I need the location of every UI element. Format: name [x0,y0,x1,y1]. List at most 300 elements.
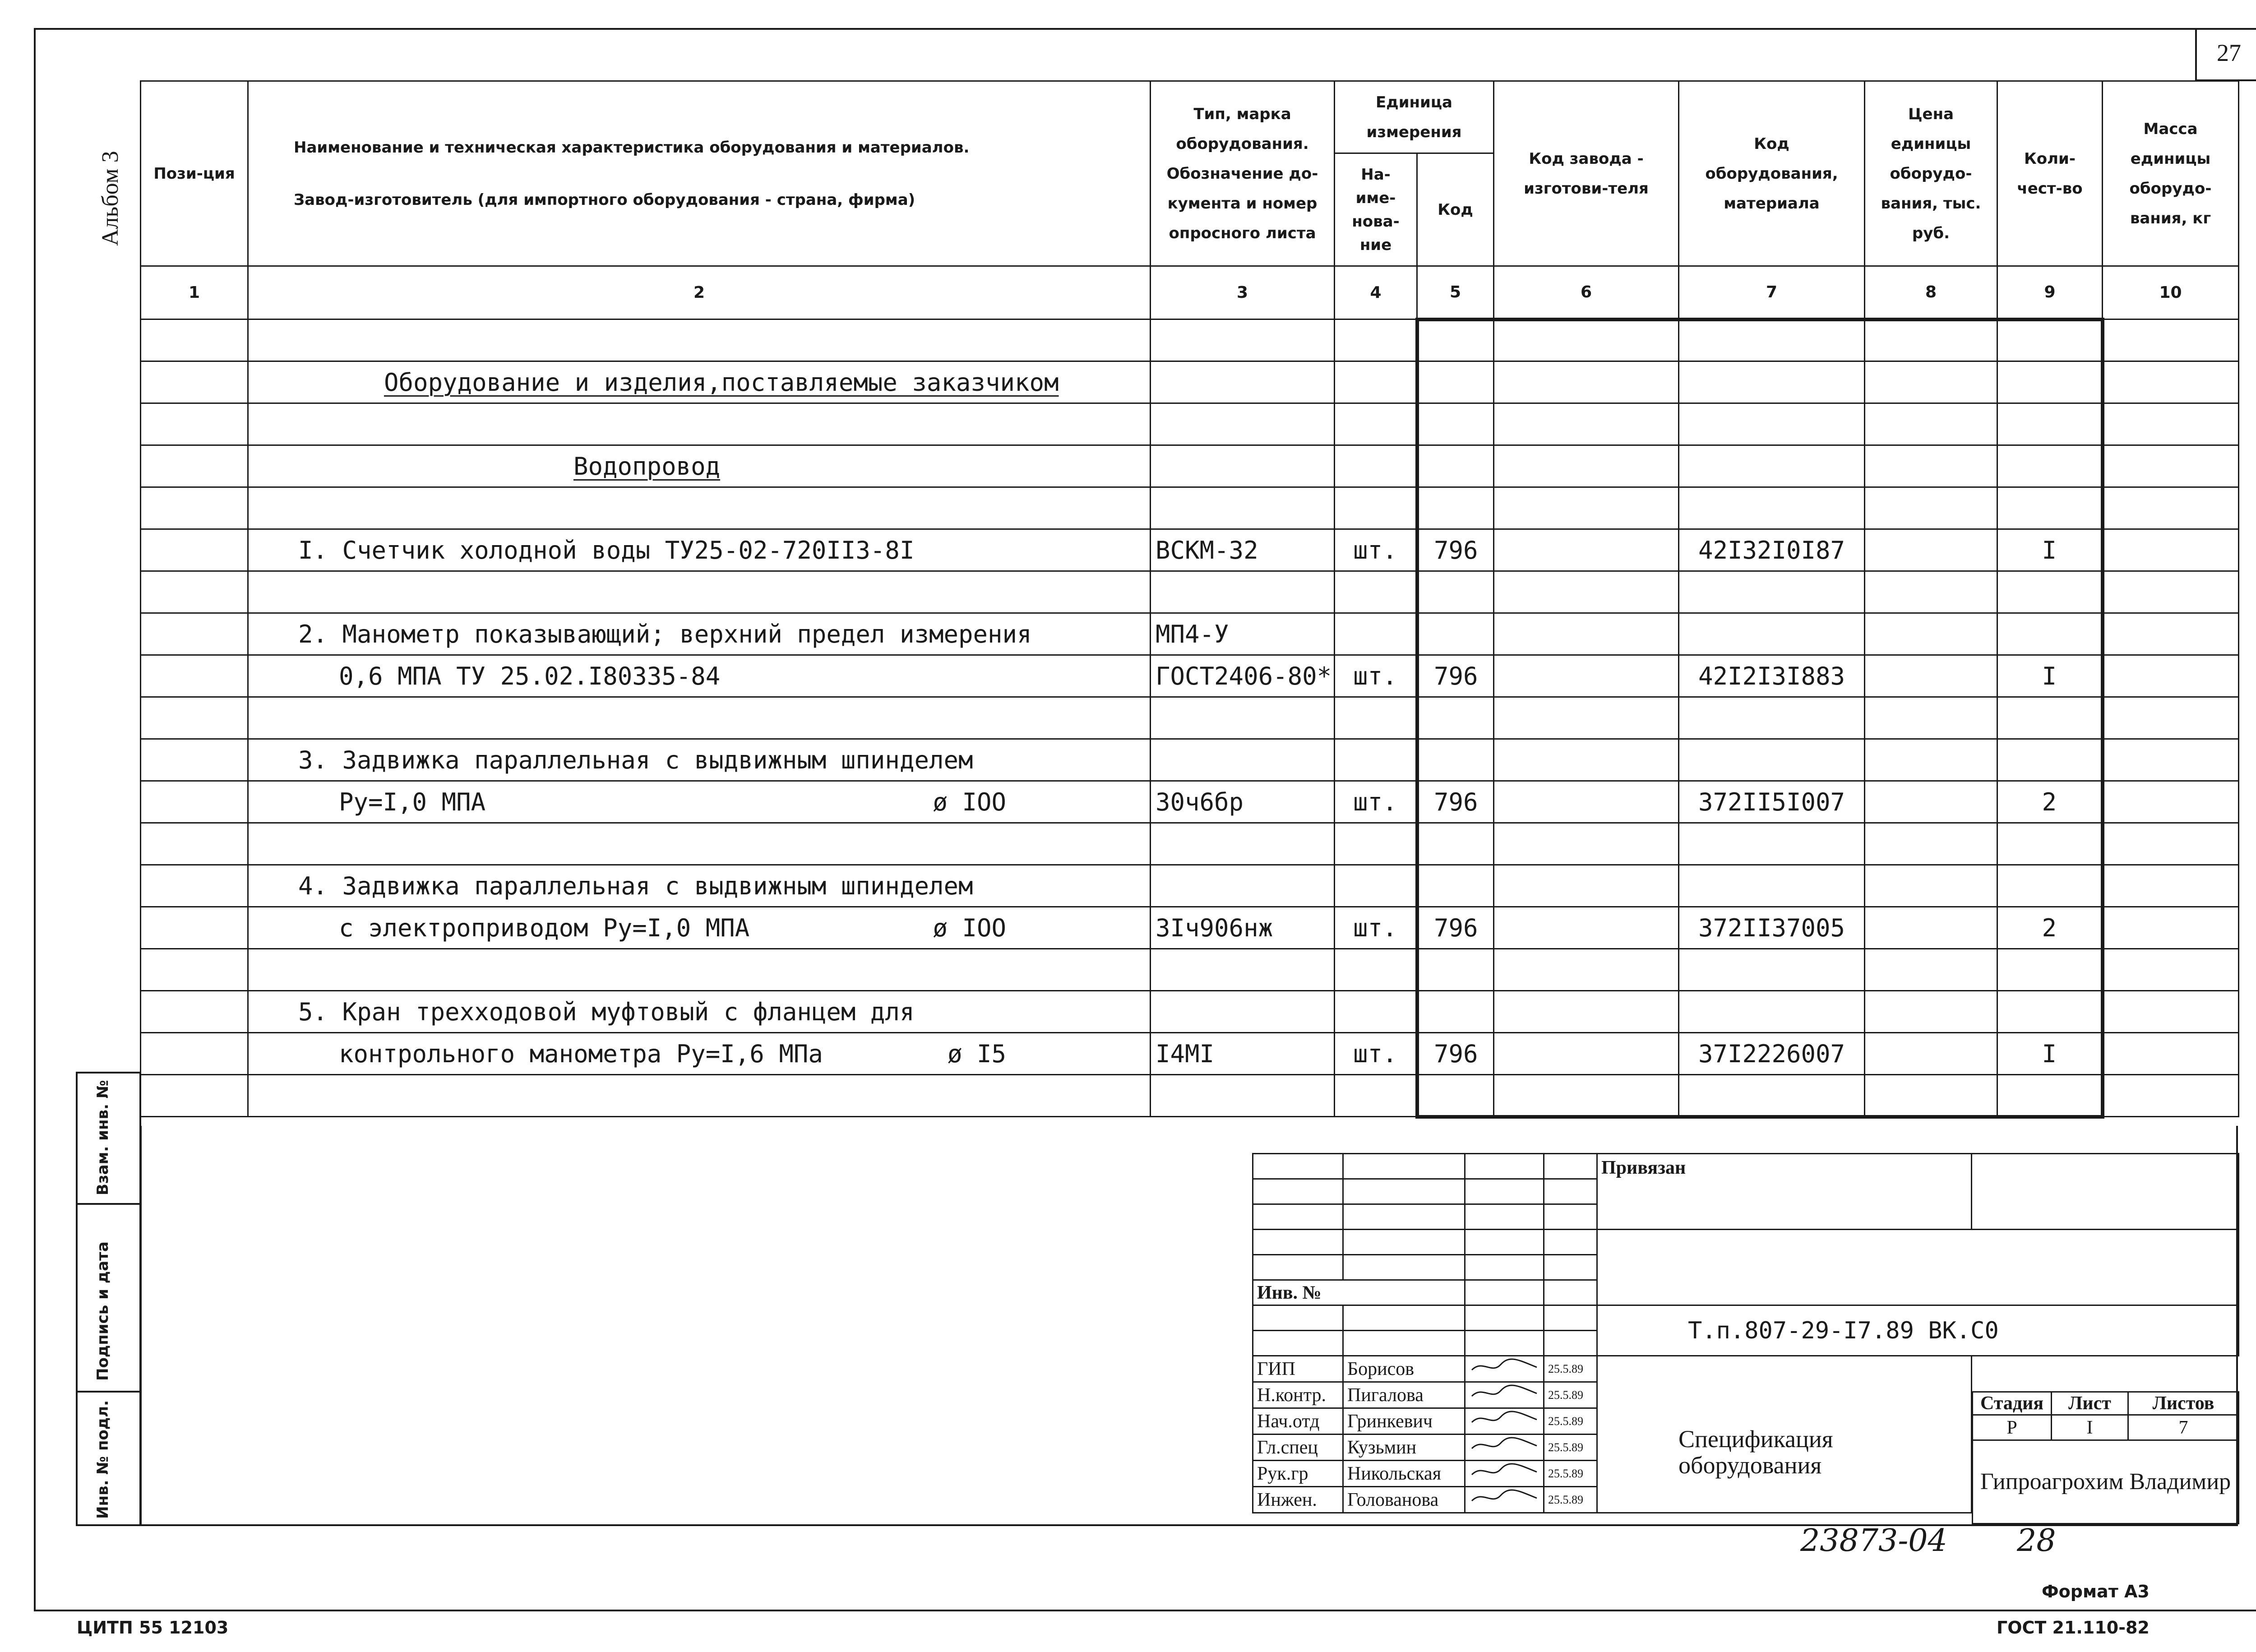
cell [1865,907,1997,949]
cell [1865,445,1997,487]
cell [141,1075,248,1117]
signature-icon [1465,1461,1544,1487]
cell [1865,1075,1997,1117]
cell [1997,487,2103,529]
cell [1494,1033,1679,1075]
signer-date: 25.5.89 [1544,1408,1597,1435]
stage-block [1972,1391,2239,1524]
cell [1151,403,1335,445]
cell [1417,361,1494,403]
doc-title: Спецификация оборудования [1678,1425,1833,1479]
cell [1679,613,1865,655]
cell [141,781,248,823]
signature-icon [1465,1382,1544,1408]
side-cell-orig-inv [76,1391,141,1526]
cell [1679,991,1865,1033]
item-unit-code: 796 [1417,1033,1494,1075]
signature-icon [1465,1408,1544,1435]
col-num: 9 [1997,266,2103,319]
footer-right: ГОСТ 21.110-82 [1997,1618,2150,1638]
spec-body [141,319,2239,1117]
table-row [141,613,2239,655]
cell [2103,865,2239,907]
spec-table [140,80,2239,1119]
item-type: ГОСТ2406-80* [1151,655,1335,697]
cell [1335,697,1417,739]
hdr-unit-name: На-име-нова-ние [1335,153,1417,266]
table-row [141,655,2239,697]
cell [1865,697,1997,739]
signer-role: Инжен. [1253,1487,1343,1513]
cell [1335,1075,1417,1117]
item-equip-code: 372II37005 [1679,907,1865,949]
cell [1417,949,1494,991]
sheets-value: 7 [2128,1415,2239,1440]
cell [1679,361,1865,403]
item-unit: шт. [1335,907,1417,949]
cell [1865,403,1997,445]
table-row [141,1075,2239,1117]
cell [1335,613,1417,655]
cell [1151,1075,1335,1117]
table-row [141,781,2239,823]
cell [1151,991,1335,1033]
item-unit: шт. [1335,529,1417,571]
cell [1494,823,1679,865]
cell [141,487,248,529]
cell [1417,403,1494,445]
cell [1865,823,1997,865]
cell [1865,487,1997,529]
cell [1151,361,1335,403]
cell [1679,697,1865,739]
cell [141,319,248,361]
item-qty: 2 [1997,781,2103,823]
cell [1335,823,1417,865]
cell [1997,823,2103,865]
item-name: Ру=I,0 МПА [339,787,486,816]
signer-date: 25.5.89 [1544,1461,1597,1487]
cell [1494,571,1679,613]
item-equip-code: 372II5I007 [1679,781,1865,823]
cell [1494,487,1679,529]
cell [141,445,248,487]
cell [1335,739,1417,781]
cell [248,361,1151,403]
inv-label: Инв. № [1253,1280,1465,1305]
table-row [141,487,2239,529]
item-name: с электроприводом Ру=I,0 МПА [339,913,750,942]
signature-icon [1465,1435,1544,1461]
hdr-unit: Единица измерения [1335,81,1494,153]
item-unit: шт. [1335,1033,1417,1075]
header-row [141,81,2239,153]
cell [248,697,1151,739]
cell [1417,571,1494,613]
cell [141,949,248,991]
col-num: 1 [141,266,248,319]
cell [248,907,1151,949]
cell [1494,907,1679,949]
cell [1494,1075,1679,1117]
signer-date: 25.5.89 [1544,1435,1597,1461]
cell [1865,571,1997,613]
privyazan-label: Привязан [1597,1154,1972,1230]
col-num: 4 [1335,266,1417,319]
item-type: МП4-У [1151,613,1335,655]
sheets-label: Листов [2128,1392,2239,1415]
subsection-title: Водопровод [573,452,721,481]
cell [1679,739,1865,781]
col-num: 10 [2103,266,2239,319]
item-qty: 2 [1997,907,2103,949]
item-equip-code: 42I32I0I87 [1679,529,1865,571]
signer-name: Гринкевич [1343,1408,1465,1435]
col-num: 6 [1494,266,1679,319]
cell [1997,697,2103,739]
cell [248,571,1151,613]
cell [1997,445,2103,487]
hdr-price: Цена единицы оборудо-вания, тыс. руб. [1865,81,1997,266]
handwritten-page: 28 [2017,1523,2056,1559]
cell [1997,865,2103,907]
cell [1494,319,1679,361]
cell [141,529,248,571]
cell [1997,403,2103,445]
cell [2103,781,2239,823]
cell [1417,739,1494,781]
cell [1335,319,1417,361]
signer-role: Н.контр. [1253,1382,1343,1408]
cell [248,823,1151,865]
hdr-mass: Масса единицы оборудо-вания, кг [2103,81,2239,266]
cell [2103,361,2239,403]
cell [1494,781,1679,823]
cell [1335,403,1417,445]
item-unit-code: 796 [1417,655,1494,697]
side-label: Взам. инв. № [94,1080,112,1195]
item-type: 30ч6бр [1151,781,1335,823]
side-label: Инв. № подл. [94,1400,112,1519]
cell [1494,361,1679,403]
cell [1335,865,1417,907]
cell [1494,655,1679,697]
cell [1417,487,1494,529]
cell [141,697,248,739]
cell [1494,739,1679,781]
cell [1417,319,1494,361]
cell [1335,991,1417,1033]
table-row [141,319,2239,361]
table-row [141,361,2239,403]
hdr-name [248,81,1151,266]
cell [1865,949,1997,991]
item-name: контрольного манометра Ру=I,6 МПа [339,1039,823,1068]
cell [1417,865,1494,907]
cell [1679,445,1865,487]
signature-icon [1465,1356,1544,1382]
table-row [141,445,2239,487]
cell [2103,487,2239,529]
hdr-qty: Коли-чест-во [1997,81,2103,266]
cell [1679,319,1865,361]
item-name: 4. Задвижка параллельная с выдвижным шпинделем [298,871,973,900]
format-label: Формат А3 [2042,1582,2150,1601]
signer-role: Нач.отд [1253,1408,1343,1435]
cell [1997,613,2103,655]
cell [1865,613,1997,655]
cell [1417,1075,1494,1117]
col-num: 2 [248,266,1151,319]
cell [1865,781,1997,823]
cell [1151,487,1335,529]
item-diameter: ø I5 [947,1039,1006,1068]
column-numbers-row [141,266,2239,319]
cell [248,1075,1151,1117]
side-cell-replace-inv [76,1072,141,1205]
cell [1151,319,1335,361]
col-num: 5 [1417,266,1494,319]
table-row [141,571,2239,613]
cell [1997,361,2103,403]
cell [1494,613,1679,655]
cell [2103,823,2239,865]
table-row [141,739,2239,781]
item-diameter: ø IOO [933,787,1006,816]
cell [1865,865,1997,907]
item-name: I. Счетчик холодной воды ТУ25-02-720II3-8I [298,536,915,565]
cell [1417,697,1494,739]
cell [1865,991,1997,1033]
stage-value: Р [1973,1415,2052,1440]
item-type: ВСКМ-32 [1151,529,1335,571]
org-name: Гипроагрохим Владимир [1973,1440,2239,1524]
cell [141,361,248,403]
cell [2103,697,2239,739]
doc-code: Т.п.807-29-I7.89 ВК.С0 [1597,1305,2239,1356]
cell [1494,949,1679,991]
signer-date: 25.5.89 [1544,1487,1597,1513]
cell [1679,571,1865,613]
cell [248,949,1151,991]
cell [141,655,248,697]
cell [141,1033,248,1075]
signer-name: Пигалова [1343,1382,1465,1408]
hdr-maker-code: Код завода - изготови-теля [1494,81,1679,266]
cell [248,319,1151,361]
cell [2103,613,2239,655]
item-unit-code: 796 [1417,529,1494,571]
item-name: 5. Кран трехходовой муфтовый с фланцем для [298,997,915,1026]
cell [248,445,1151,487]
cell [248,739,1151,781]
signer-name: Голованова [1343,1487,1465,1513]
cell [1151,823,1335,865]
cell [1335,487,1417,529]
table-row [141,865,2239,907]
cell [1679,949,1865,991]
item-unit-code: 796 [1417,781,1494,823]
item-qty: I [1997,1033,2103,1075]
hdr-name-line2: Завод-изготовитель (для импортного оборудования - страна, фирма) [294,190,915,209]
cell [1417,445,1494,487]
cell [1494,529,1679,571]
cell [2103,571,2239,613]
cell [2103,739,2239,781]
hdr-equip-code: Код оборудования, материала [1679,81,1865,266]
cell [2103,655,2239,697]
table-row [141,529,2239,571]
footer-left: ЦИТП 55 12103 [77,1618,229,1638]
cell [1335,445,1417,487]
side-cell-signature [76,1203,141,1393]
cell [248,613,1151,655]
cell [1417,613,1494,655]
cell [1865,319,1997,361]
cell [248,403,1151,445]
cell [2103,403,2239,445]
signature-icon [1465,1487,1544,1513]
cell [1417,991,1494,1033]
cell [1865,655,1997,697]
signer-role: Рук.гр [1253,1461,1343,1487]
cell [248,529,1151,571]
hdr-pos: Пози-ция [141,81,248,266]
item-unit: шт. [1335,781,1417,823]
cell [141,571,248,613]
cell [141,613,248,655]
item-diameter: ø IOO [933,913,1006,942]
signer-role: Гл.спец [1253,1435,1343,1461]
cell [1494,403,1679,445]
hdr-type: Тип, марка оборудования. Обозначение до-кумента и номер опросного листа [1151,81,1335,266]
cell [1679,1075,1865,1117]
signer-date: 25.5.89 [1544,1382,1597,1408]
cell [1151,445,1335,487]
cell [2103,319,2239,361]
item-unit: шт. [1335,655,1417,697]
item-type: I4MI [1151,1033,1335,1075]
cell [1679,823,1865,865]
table-row [141,907,2239,949]
hdr-unit-code: Код [1417,153,1494,266]
item-qty: I [1997,655,2103,697]
cell [1865,361,1997,403]
cell [1679,487,1865,529]
cell [1151,697,1335,739]
cell [248,865,1151,907]
cell [1335,571,1417,613]
cell [1997,949,2103,991]
cell [2103,445,2239,487]
cell [248,655,1151,697]
col-num: 8 [1865,266,1997,319]
cell [141,403,248,445]
album-label: Альбом 3 [97,151,123,246]
cell [141,991,248,1033]
item-name: 2. Манометр показывающий; верхний предел измерения [298,620,1032,648]
cell [2103,991,2239,1033]
cell [2103,907,2239,949]
page-number: 27 [2195,28,2256,81]
cell [141,907,248,949]
cell [141,739,248,781]
signer-name: Борисов [1343,1356,1465,1382]
table-row [141,403,2239,445]
cell [1151,865,1335,907]
cell [1865,529,1997,571]
section-title: Оборудование и изделия,поставляемые заказчиком [384,368,1059,397]
item-equip-code: 37I2226007 [1679,1033,1865,1075]
cell [1679,403,1865,445]
cell [1865,1033,1997,1075]
table-row [141,949,2239,991]
handwritten-number: 23873-04 [1800,1523,1947,1559]
cell [141,823,248,865]
stage-label: Стадия [1973,1392,2052,1415]
side-label: Подпись и дата [94,1241,112,1381]
signer-name: Кузьмин [1343,1435,1465,1461]
cell [2103,529,2239,571]
cell [248,991,1151,1033]
item-equip-code: 42I2I3I883 [1679,655,1865,697]
cell [141,865,248,907]
cell [2103,1033,2239,1075]
signer-row [1253,1356,2239,1382]
cell [2103,1075,2239,1117]
item-name: 0,6 МПА ТУ 25.02.I80335-84 [339,662,721,690]
cell [1997,991,2103,1033]
cell [1494,865,1679,907]
cell [1151,949,1335,991]
table-row [141,1033,2239,1075]
signer-role: ГИП [1253,1356,1343,1382]
cell [248,1033,1151,1075]
cell [1865,739,1997,781]
table-row [141,991,2239,1033]
cell [1997,1075,2103,1117]
item-qty: I [1997,529,2103,571]
sheet-value: I [2052,1415,2128,1440]
cell [1417,823,1494,865]
cell [1494,991,1679,1033]
cell [1335,949,1417,991]
item-type: 3Iч906нж [1151,907,1335,949]
signer-date: 25.5.89 [1544,1356,1597,1382]
sheet-label: Лист [2052,1392,2128,1415]
table-row [141,823,2239,865]
cell [1997,739,2103,781]
col-num: 3 [1151,266,1335,319]
cell [1151,739,1335,781]
cell [1679,865,1865,907]
cell [248,781,1151,823]
col-num: 7 [1679,266,1865,319]
cell [1151,571,1335,613]
signer-name: Никольская [1343,1461,1465,1487]
item-unit-code: 796 [1417,907,1494,949]
cell [1335,361,1417,403]
table-row [141,697,2239,739]
cell [1997,319,2103,361]
cell [1494,445,1679,487]
cell [1494,697,1679,739]
cell [1997,571,2103,613]
item-name: 3. Задвижка параллельная с выдвижным шпинделем [298,745,973,774]
cell [2103,949,2239,991]
hdr-name-line1: Наименование и техническая характеристика оборудования и материалов. [294,138,970,157]
cell [248,487,1151,529]
